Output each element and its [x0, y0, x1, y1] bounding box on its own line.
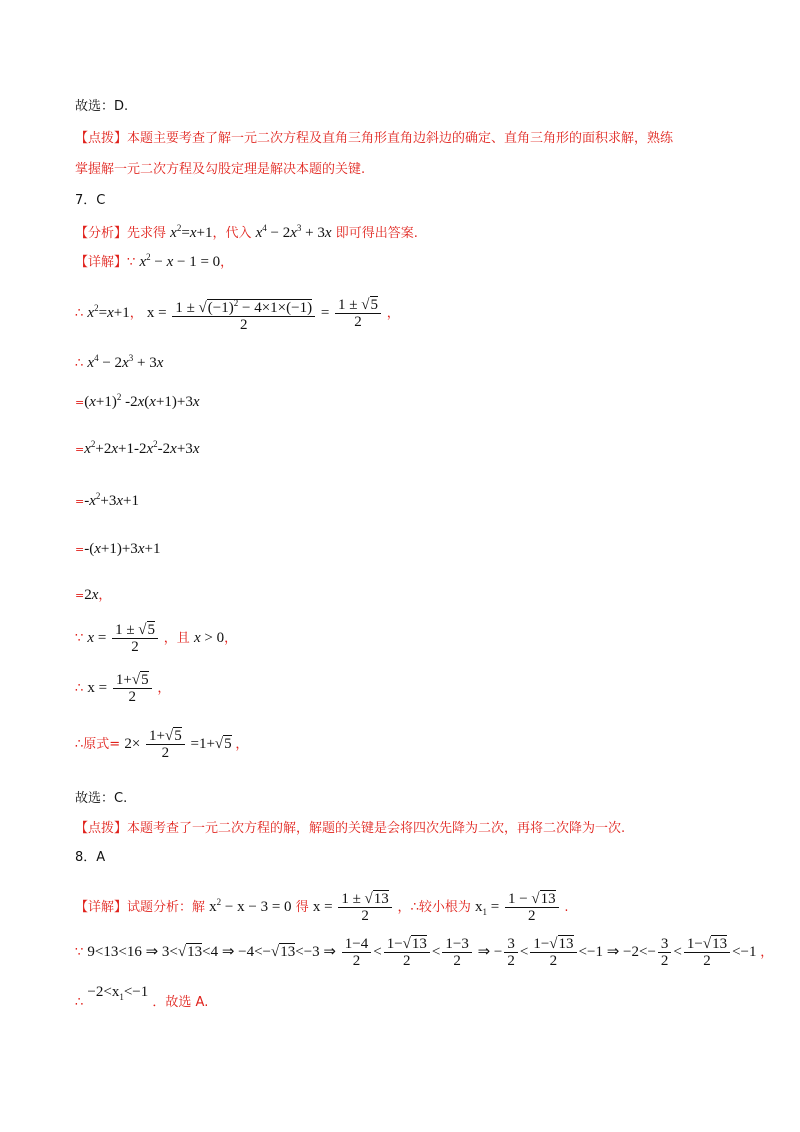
- therefore-symbol: ∴: [75, 306, 84, 321]
- s7-eq-x-final: x = $\frac{1+√5}{2}$: [87, 680, 157, 696]
- s8-eq-x1: $x_1$ = $\frac{1 - √13}{2}$: [475, 899, 564, 915]
- s7-analysis-eq2: $x^4 - 2x^3 + 3x$: [255, 223, 332, 241]
- s7-expr-start: [75, 349, 163, 373]
- s7-eq-step2: $x^2+2x+1-2x^2-2x+3x$: [84, 439, 200, 457]
- s7-analysis-tag: 【分析】: [75, 226, 128, 241]
- therefore-symbol: ∴: [75, 681, 84, 696]
- s7-eq-root-formula: x = $\frac{1 \pm √(-1)^2 - 4\times 1\times(-1)}{2}$ = $\frac{1 \pm √5}{2}$: [147, 305, 387, 321]
- therefore-symbol: ∴: [75, 995, 84, 1010]
- s8-smaller: ∴较小根为: [410, 900, 471, 915]
- s7-step2: $=x^2+2x+1-2x^2-2x+3x$: [75, 439, 200, 457]
- s7-roots: ∴ $x^2=x+1$， x = $\frac{1 \pm √(-1)^2 - 4\times 1\times(-1)}{2}$ = $\frac{1 \pm √5}{2}$ ，: [75, 288, 400, 334]
- s6-choice: 故选：D.: [75, 99, 129, 114]
- s7-analysis-b: ，代入: [212, 226, 252, 241]
- s7-analysis-c: 即可得出答案.: [335, 226, 418, 241]
- s8-intro: 试题分析：解: [127, 900, 206, 915]
- s6-tip-line2: [75, 161, 365, 179]
- s7-eq-x-value: x = $\frac{1 \pm √5}{2}$: [87, 630, 163, 646]
- s7-eq-step4: -(x+1)+3x+1: [84, 541, 161, 557]
- s7-eq-xsq: $x^2=x+1$: [87, 303, 130, 321]
- s6-tip-line1: [75, 130, 673, 148]
- s8-conclusion: [75, 985, 208, 1024]
- s7-analysis: [75, 219, 418, 243]
- s6-tip-tag: 【点拨】: [75, 131, 128, 146]
- s7-xvalue: ∴ x = $\frac{1+√5}{2}$ ，: [75, 672, 171, 706]
- therefore-symbol: ∴: [75, 737, 84, 752]
- because-symbol: ∵: [127, 255, 136, 270]
- s8-eq-roots: x = $\frac{1 \pm √13}{2}$: [313, 899, 398, 915]
- s7-eq-step1: $(x+1)^2$ -2x(x+1)+3x: [84, 392, 200, 410]
- s8-chain: ∵ 9<13<16 ⇒ 3<√13<4 ⇒ −4<−√13<−3 ⇒ $\frac{1-4}{2}$ < $\frac{1-√13}{2}$ < $\frac{1-3}{2}$ ⇒ − $\frac{3}{2}$ < $\frac{1-√13}{2}$ <−1 ⇒ −2<− $\frac{3}{2}$ < $\frac{1-√13}{2}$ <−1 ，: [75, 936, 774, 970]
- s7-eq-step5: 2x: [84, 587, 99, 603]
- s7-tip-text: 本题考查了一元二次方程的解，解题的关键是会将四次先降为二次，再将二次降为一次.: [127, 821, 626, 836]
- s7-tip-tag: 【点拨】: [75, 821, 128, 836]
- because-symbol: ∵: [75, 631, 84, 646]
- s7-qie: 且: [176, 631, 190, 646]
- s7-detail: 【详解】∵ $x^2 - x - 1 = 0$，: [75, 252, 234, 270]
- s7-heading: 7．C: [75, 193, 106, 208]
- s7-tip: [75, 820, 625, 838]
- s7-analysis-eq1: $x^2=x+1$: [170, 223, 213, 241]
- s7-eq-step3: $-x^2+3x+1$: [84, 491, 139, 509]
- s8-heading: 8．A: [75, 850, 106, 865]
- therefore-symbol: ∴: [75, 356, 84, 371]
- s7-since: ∵ x = $\frac{1 \pm √5}{2}$ ，且 x > 0，: [75, 622, 238, 656]
- s7-analysis-a: 先求得: [127, 226, 167, 241]
- s7-step1: $=(x+1)^2$ -2x(x+1)+3x: [75, 392, 200, 410]
- s8-de: 得: [295, 900, 309, 915]
- s7-yuanshi: 原式=: [83, 737, 121, 752]
- s7-step4: =-(x+1)+3x+1: [75, 541, 161, 557]
- s6-tip-text1: 本题主要考查了解一元二次方程及直角三角形直角边斜边的确定、直角三角形的面积求解，熟练: [127, 131, 674, 146]
- s7-detail-tag: 【详解】: [75, 255, 128, 270]
- s7-choice: 故选：C.: [75, 791, 128, 806]
- s7-step5: =2x，: [75, 587, 112, 603]
- s7-eq-expr: $x^4 - 2x^3 + 3x$: [87, 353, 164, 371]
- s8-eq-quadratic: $x^2 - x - 3 = 0$: [209, 897, 292, 915]
- s6-tip-text2: 掌握解一元二次方程及勾股定理是解决本题的关键.: [75, 162, 366, 177]
- s8-detail: 【详解】试题分析：解 $x^2 - x - 3 = 0$ 得 x = $\frac{1 \pm √13}{2}$ ，∴较小根为 $x_1$ = $\frac{1 - √13}{2}$ .: [75, 891, 569, 925]
- s7-result: ∴原式= 2× $\frac{1+√5}{2}$ =1+√5 ，: [75, 728, 249, 762]
- s8-eq-chain: 9<13<16 ⇒ 3<√13<4 ⇒ −4<−√13<−3 ⇒ $\frac{1-4}{2}$ < $\frac{1-√13}{2}$ < $\frac{1-3}{2}$ ⇒ − $\frac{3}{2}$ < $\frac{1-√13}{2}$ <−1 ⇒ −2<− $\frac{3}{2}$ < $\frac{1-√13}{2}$ <−1: [87, 936, 761, 970]
- s8-detail-tag: 【详解】: [75, 900, 128, 915]
- s7-eq-result: 2× $\frac{1+√5}{2}$ =1+√5: [124, 728, 232, 762]
- s8-eq-range: $-2<x_1<-1$: [87, 984, 149, 1002]
- s7-eq-quadratic: $x^2 - x - 1 = 0$: [139, 252, 221, 270]
- s8-choice: ．故选 A.: [152, 995, 209, 1010]
- s7-eq-x-positive: x > 0: [193, 630, 225, 646]
- s7-step3: $=-x^2+3x+1$: [75, 491, 139, 509]
